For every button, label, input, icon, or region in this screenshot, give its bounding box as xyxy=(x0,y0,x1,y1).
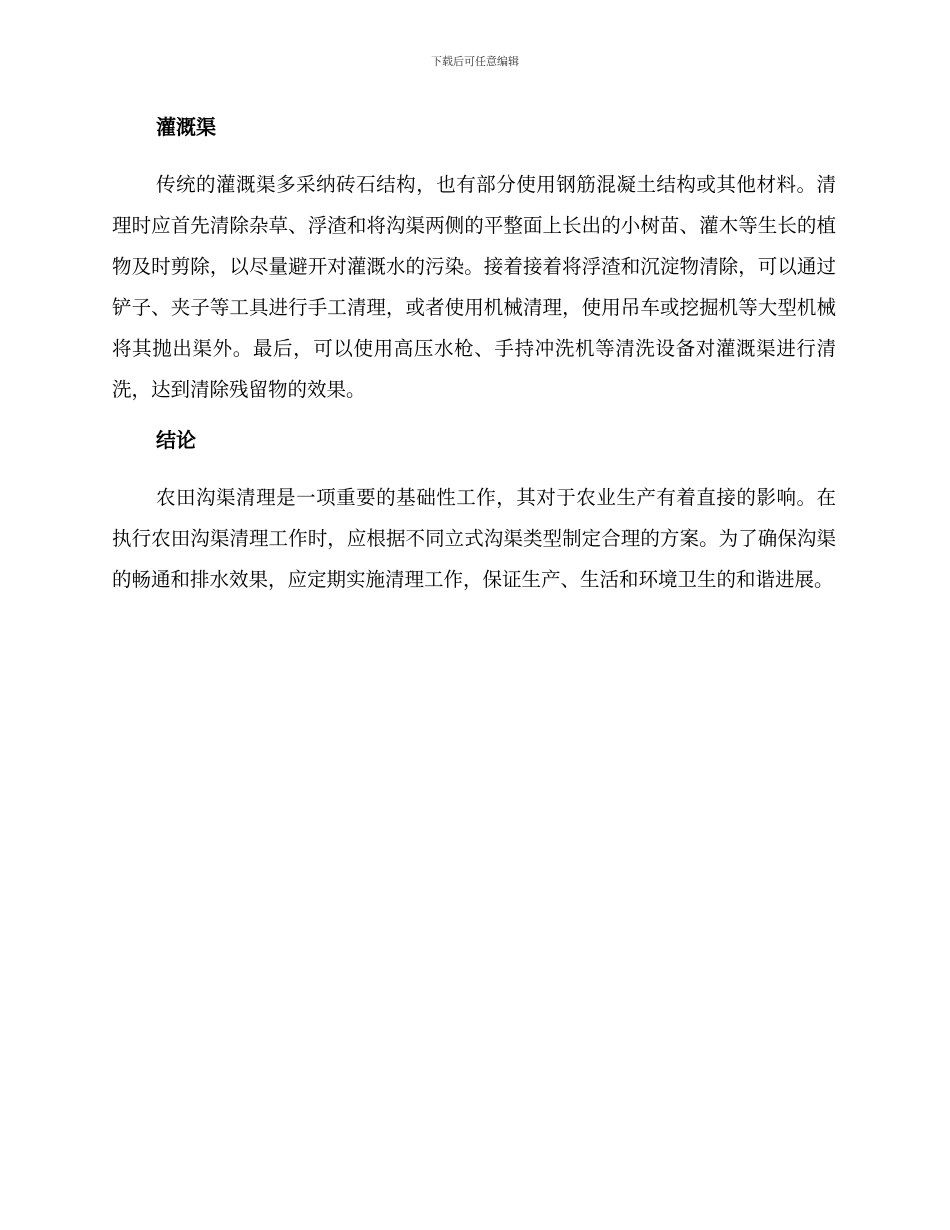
section-heading-irrigation-canal: 灌溉渠 xyxy=(156,115,216,139)
document-body xyxy=(112,110,836,600)
section-paragraph-conclusion: 农田沟渠清理是一项重要的基础性工作，其对于农业生产有着直接的影响。在执行农田沟渠清理工作时，应根据不同立式沟渠类型制定合理的方案。为了确保沟渠的畅通和排水效果，应定期实施清理工作，保证生产、生活和环境卫生的和谐进展。 xyxy=(112,486,836,591)
section-heading-conclusion: 结论 xyxy=(156,428,196,452)
section-paragraph-irrigation-canal: 传统的灌溉渠多采纳砖石结构，也有部分使用钢筋混凝土结构或其他材料。清理时应首先清除杂草、浮渣和将沟渠两侧的平整面上长出的小树苗、灌木等生长的植物及时剪除，以尽量避开对灌溉水的污染。接着接着将浮渣和沉淀物清除，可以通过铲子、夹子等工具进行手工清理，或者使用机械清理，使用吊车或挖掘机等大型机械将其抛出渠外。最后，可以使用高压水枪、手持冲洗机等清洗设备对灌溉渠进行清洗，达到清除残留物的效果。 xyxy=(112,173,836,401)
page-header: 下载后可任意编辑 xyxy=(431,55,519,68)
